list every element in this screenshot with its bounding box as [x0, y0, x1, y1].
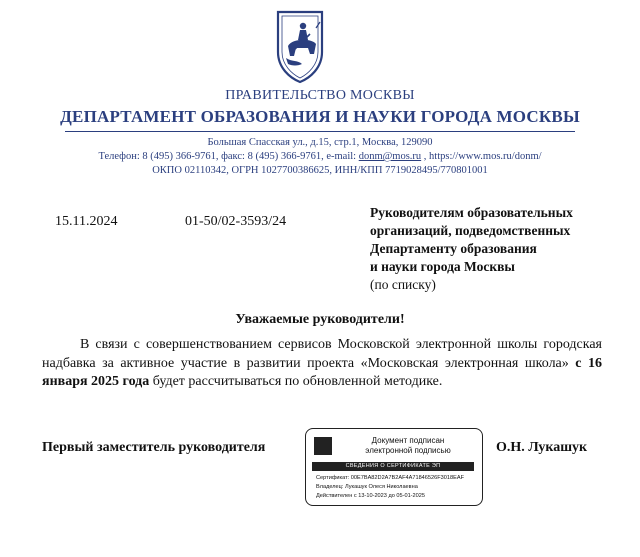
stamp-certificate-header: СВЕДЕНИЯ О СЕРТИФИКАТЕ ЭП [312, 462, 474, 471]
department-address: Большая Спасская ул., д.15, стр.1, Москва, 129090 [207, 137, 433, 148]
stamp-owner: Владелец: Лукашук Олеся Николаевна [316, 484, 418, 490]
body-text-end: будет рассчитываться по обновленной методике. [149, 374, 443, 389]
department-title: ДЕПАРТАМЕНТ ОБРАЗОВАНИЯ И НАУКИ ГОРОДА МОСКВЫ [60, 107, 580, 126]
header-divider [65, 131, 575, 132]
signatory-name: О.Н. Лукашук [496, 440, 588, 455]
stamp-title [340, 436, 476, 456]
contacts-phones: Телефон: 8 (495) 366-9761, факс: 8 (495) 366-9761, e-mail: [98, 151, 359, 162]
recipient-block [370, 204, 573, 294]
letter-number: 01-50/02-3593/24 [185, 214, 287, 229]
recipient-note: (по списку) [370, 277, 436, 292]
letter-body [42, 336, 602, 392]
recipient-line: и науки города Москвы [370, 259, 515, 274]
stamp-certificate: Сертификат: 00E7BA82D2A7B2AF4A71846526F3018EAF [316, 475, 464, 481]
government-title: ПРАВИТЕЛЬСТВО МОСКВЫ [225, 88, 415, 103]
body-text: В связи с совершенствованием сервисов Московской электронной школы городская надбавка за активное участие в развитии проекта «Московская электронная школа» [42, 337, 602, 371]
moscow-coat-of-arms-icon [272, 8, 328, 84]
recipient-line: Руководителям образовательных [370, 205, 573, 220]
greeting: Уважаемые руководители! [235, 312, 405, 327]
stamp-title-line: Документ подписан [371, 436, 445, 445]
letter-date: 15.11.2024 [55, 214, 118, 229]
department-contacts [0, 151, 640, 162]
stamp-emblem-icon [314, 437, 332, 455]
electronic-signature-stamp [305, 428, 483, 506]
contacts-separator: , [421, 151, 430, 162]
email-link[interactable]: donm@mos.ru [358, 151, 422, 162]
recipient-line: Департаменту образования [370, 241, 537, 256]
website-link[interactable]: https://www.mos.ru/donm/ [429, 151, 542, 162]
signatory-position: Первый заместитель руководителя [42, 440, 266, 455]
stamp-validity: Действителен с 13-10-2023 до 05-01-2025 [316, 493, 425, 499]
recipient-line: организаций, подведомственных [370, 223, 571, 238]
body-date-emphasis: с 16 января 2025 года [42, 355, 602, 389]
stamp-title-line: электронной подписью [365, 446, 451, 455]
department-codes: ОКПО 02110342, ОГРН 1027700386625, ИНН/КПП 7719028495/770801001 [152, 165, 488, 176]
